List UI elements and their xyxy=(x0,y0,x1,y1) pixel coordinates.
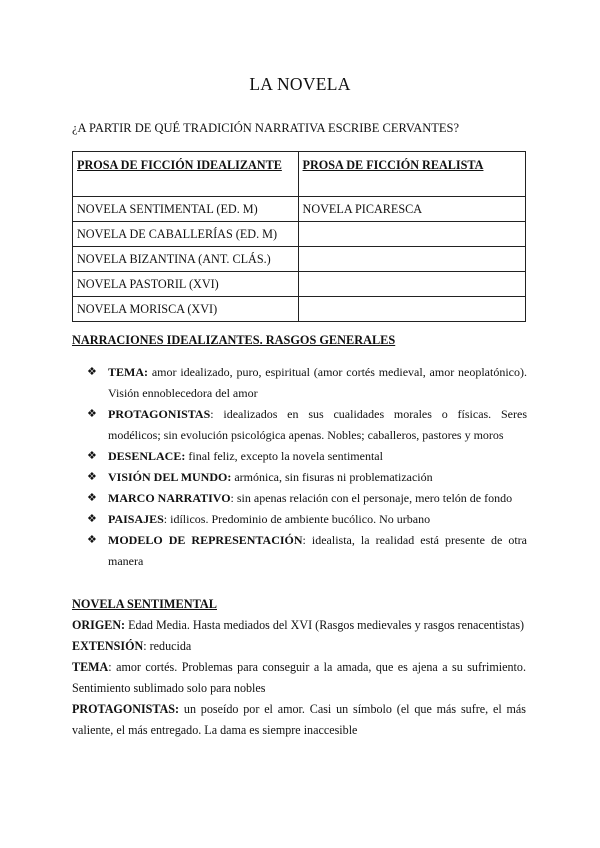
tradition-table xyxy=(72,151,526,322)
table-row xyxy=(73,197,526,222)
table-cell: NOVELA SENTIMENTAL (ED. M) xyxy=(73,197,299,222)
page-title: LA NOVELA xyxy=(249,74,351,94)
table-cell: NOVELA BIZANTINA (ANT. CLÁS.) xyxy=(73,247,299,272)
table-header-idealizing: PROSA DE FICCIÓN IDEALIZANTE xyxy=(73,152,299,197)
table-row xyxy=(73,222,526,247)
paragraph-text: : amor cortés. Problemas para conseguir a la amada, que es ajena a su sufrimiento. Sentimiento sublimado solo para nobles xyxy=(72,660,526,695)
list-item xyxy=(87,404,527,446)
table-cell: NOVELA MORISCA (XVI) xyxy=(73,297,299,322)
trait-text: : idílicos. Predominio de ambiente bucólico. No urbano xyxy=(163,512,431,526)
diamond-bullet-icon: ❖ xyxy=(87,471,97,483)
list-item xyxy=(87,446,527,467)
diamond-bullet-icon: ❖ xyxy=(87,534,97,546)
paragraph-text: un poseído por el amor. Casi un símbolo (el que más sufre, el más valiente, el más entregado. La dama es siempre inaccesible xyxy=(72,702,526,737)
trait-text: final feliz, excepto la novela sentimental xyxy=(185,449,383,463)
paragraph-text: : reducida xyxy=(143,639,192,653)
sentimental-paragraph xyxy=(72,699,526,741)
trait-text: : idealizados en sus cualidades morales o físicas. Seres modélicos; sin evolución psicológica apenas. Nobles; caballeros, pastores y moros xyxy=(108,407,527,442)
trait-text: : idealista, la realidad está presente de otra manera xyxy=(108,533,527,568)
table-cell: NOVELA PICARESCA xyxy=(298,197,525,222)
trait-label: VISIÓN DEL MUNDO: xyxy=(108,470,232,484)
table-row xyxy=(73,247,526,272)
table-cell xyxy=(298,272,525,297)
table-cell: NOVELA DE CABALLERÍAS (ED. M) xyxy=(73,222,299,247)
diamond-bullet-icon: ❖ xyxy=(87,408,97,420)
trait-text: armónica, sin fisuras ni problematización xyxy=(231,470,433,484)
idealizing-heading: NARRACIONES IDEALIZANTES. RASGOS GENERALES xyxy=(72,333,396,347)
trait-label: MARCO NARRATIVO xyxy=(108,491,231,505)
list-item xyxy=(87,530,527,572)
list-item xyxy=(87,362,527,404)
table-header-row xyxy=(73,152,526,197)
table-row xyxy=(73,297,526,322)
idealizing-traits-list xyxy=(87,362,527,572)
paragraph-label: ORIGEN: xyxy=(72,618,126,632)
trait-label: MODELO DE REPRESENTACIÓN xyxy=(108,533,303,547)
trait-text: : sin apenas relación con el personaje, mero telón de fondo xyxy=(230,491,513,505)
table-cell: NOVELA PASTORIL (XVI) xyxy=(73,272,299,297)
trait-label: PAISAJES xyxy=(108,512,164,526)
trait-label: DESENLACE: xyxy=(108,449,186,463)
table-cell xyxy=(298,222,525,247)
diamond-bullet-icon: ❖ xyxy=(87,492,97,504)
table-header-realist: PROSA DE FICCIÓN REALISTA xyxy=(298,152,525,197)
sentimental-paragraph xyxy=(72,636,526,657)
table-cell xyxy=(298,297,525,322)
table-row xyxy=(73,272,526,297)
sentimental-paragraph xyxy=(72,615,526,636)
list-item xyxy=(87,467,527,488)
table-cell xyxy=(298,247,525,272)
question-text: ¿A PARTIR DE QUÉ TRADICIÓN NARRATIVA ESCRIBE CERVANTES? xyxy=(72,121,460,135)
trait-label: TEMA: xyxy=(108,365,148,379)
sentimental-paragraph xyxy=(72,657,526,699)
diamond-bullet-icon: ❖ xyxy=(87,366,97,378)
trait-label: PROTAGONISTAS xyxy=(108,407,211,421)
trait-text: amor idealizado, puro, espiritual (amor cortés medieval, amor neoplatónico). Visión ennoblecedora del amor xyxy=(108,365,527,400)
list-item xyxy=(87,488,527,509)
diamond-bullet-icon: ❖ xyxy=(87,450,97,462)
sentimental-heading: NOVELA SENTIMENTAL xyxy=(72,597,217,611)
paragraph-label: TEMA xyxy=(72,660,109,674)
paragraph-label: EXTENSIÓN xyxy=(72,639,144,653)
paragraph-label: PROTAGONISTAS: xyxy=(72,702,180,716)
diamond-bullet-icon: ❖ xyxy=(87,513,97,525)
sentimental-section xyxy=(72,615,526,741)
paragraph-text: Edad Media. Hasta mediados del XVI (Rasgos medievales y rasgos renacentistas) xyxy=(125,618,525,632)
list-item xyxy=(87,509,527,530)
